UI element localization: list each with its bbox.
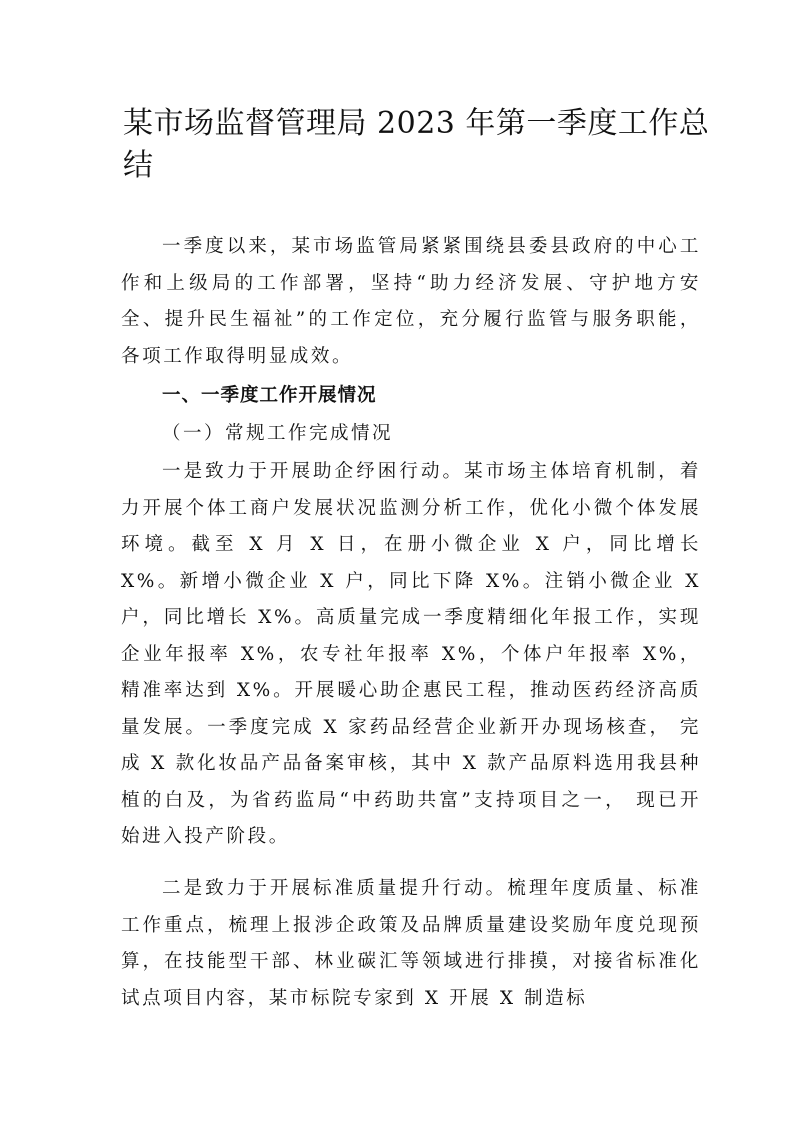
intro-paragraph: 一季度以来，某市场监管局紧紧围绕县委县政府的中心工作和上级局的工作部署，坚持“助力经济发展、守护地方安全、提升民生福祉”的工作定位，充分履行监管与服务职能，各项工作取得明显成效。	[121, 236, 701, 367]
body-paragraph-2: 二是致力于开展标准质量提升行动。梳理年度质量、标准工作重点，梳理上报涉企政策及品牌质量建设奖励年度兑现预算，在技能型干部、林业碳汇等领域进行排摸，对接省标准化试点项目内容，某市标院专家到 X 开展 X 制造标	[121, 878, 701, 1009]
body-paragraph-1: 一是致力于开展助企纾困行动。某市场主体培育机制，着力开展个体工商户发展状况监测分析工作，优化小微个体发展环境。截至 X 月 X 日，在册小微企业 X 户，同比增长 X%。新增小微企业 X 户，同比下降 X%。注销小微企业 X 户，同比增长 X%。高质量完成一季度精细化年报工作，实现企业年报率 X%，农专社年报率 X%，个体户年报率 X%， 精准率达到 X%。开展暖心助企惠民工程，推动医药经济高质量发展。一季度完成 X 家药品经营企业新开办现场核查， 完成 X 款化妆品产品备案审核，其中 X 款产品原料选用我县种植的白及，为省药监局“中药助共富”支持项目之一， 现已开始进入投产阶段。	[121, 461, 701, 847]
section-heading: 一、一季度工作开展情况	[162, 385, 377, 406]
subsection-heading: （一）常规工作完成情况	[162, 423, 394, 444]
document-title: 某市场监督管理局 2023 年第一季度工作总结	[123, 106, 710, 183]
